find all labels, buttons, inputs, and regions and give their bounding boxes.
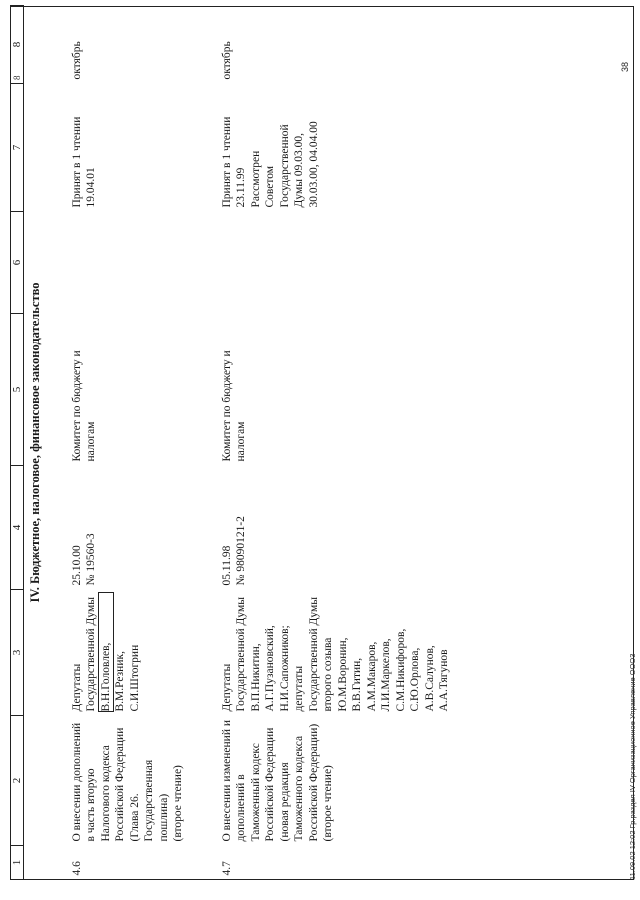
bill-status: Принят в 1 чтении 19.04.01	[70, 116, 98, 208]
page-number: 38	[620, 61, 630, 72]
responsible-committee: Комитет по бюджету и налогам	[220, 350, 248, 462]
bill-date-number: 05.11.98 № 98090121-2	[220, 516, 248, 586]
bill-authors: Депутаты Государственной Думы В.П.Никитин, А.Г.Пузановский, Н.И.Сапожников; депутаты Государственной Думы второго созыва Ю.М.Воронин, В.В.Гитин, А.М.Макаров, Л.И.Маркелов, С.М.Никифоров, С.Ю.Орлова, А.В.Салунов, А.А.Тягунов	[220, 597, 451, 712]
bill-title: О внесении изменений и дополнений в Таможенный кодекс Российской Федерации (новая редакция Таможенного кодекса Российской Федерации) (второе чтение)	[220, 719, 335, 842]
bill-authors: Депутаты Государственной Думы В.Н.Головлев, В.М.Резник, С.И.Штогрин	[68, 590, 218, 716]
legislation-table	[10, 5, 634, 880]
planned-month: октябрь	[70, 41, 83, 80]
section-title: IV. Бюджетное, налоговое, финансовое законодательство	[28, 282, 42, 603]
section-row	[24, 6, 68, 880]
planned-month: октябрь	[220, 41, 233, 80]
column-header-4: 4	[11, 466, 24, 590]
column-header-6: 6	[11, 212, 24, 314]
column-header-7: 7	[11, 84, 24, 212]
page-footer: 11.09.02 12:02 Гр.раздел IV Организационное Управление ООО3	[628, 653, 637, 880]
column-6-cell	[218, 212, 634, 314]
corner-mark: 8	[12, 75, 22, 80]
bill-status: Принят в 1 чтении 23.11.99 Рассмотрен Советом Государственной Думы 09.03.00, 30.03.00, 04.04.00	[220, 116, 320, 208]
bill-date-number: 25.10.00 № 19560-3	[70, 533, 98, 586]
column-header-5: 5	[11, 314, 24, 466]
header-row	[11, 6, 24, 880]
column-header-2: 2	[11, 716, 24, 846]
column-6-cell	[68, 212, 218, 314]
table-row	[218, 6, 634, 880]
bill-title: О внесении дополнений в часть вторую Налогового кодекса Российской Федерации (Глава 26. Государственная пошлина) (второе чтение)	[70, 722, 185, 842]
highlighted-author: В.Н.Головлев,	[99, 594, 114, 712]
table-row	[68, 6, 218, 880]
column-header-1: 1	[11, 846, 24, 880]
row-number: 4.6	[70, 861, 83, 876]
column-header-8: 8	[11, 6, 24, 84]
row-number: 4.7	[220, 861, 233, 876]
column-header-3: 3	[11, 590, 24, 716]
responsible-committee: Комитет по бюджету и налогам	[70, 350, 98, 462]
